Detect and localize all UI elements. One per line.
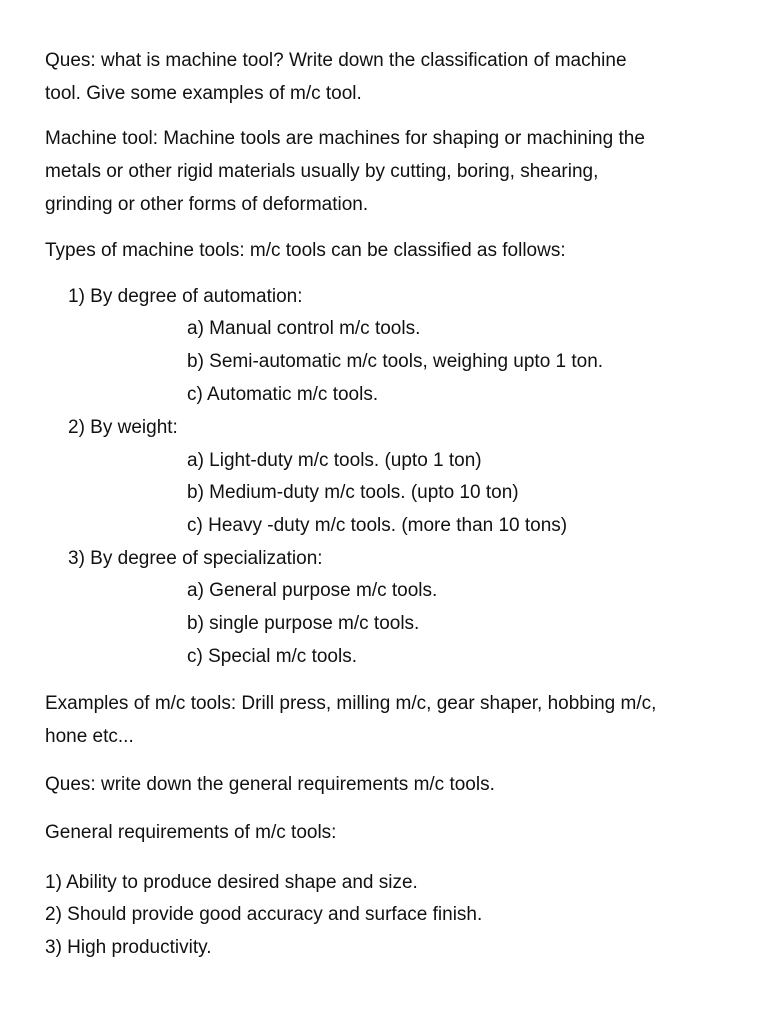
question-2: Ques: write down the general requirements m/c tools.: [45, 774, 495, 795]
definition-line-1: Machine tool: Machine tools are machines for shaping or machining the: [45, 128, 645, 149]
definition-line-3: grinding or other forms of deformation.: [45, 194, 369, 215]
examples-line-2: hone etc...: [45, 726, 134, 747]
classification-item: c) Heavy -duty m/c tools. (more than 10 tons): [187, 515, 568, 536]
types-intro: Types of machine tools: m/c tools can be classified as follows:: [45, 240, 566, 261]
classification-item: b) single purpose m/c tools.: [187, 613, 420, 634]
question-1-line-2: tool. Give some examples of m/c tool.: [45, 83, 362, 104]
classification-item: b) Semi-automatic m/c tools, weighing upto 1 ton.: [187, 351, 604, 372]
classification-item: c) Special m/c tools.: [187, 646, 357, 667]
classification-item: c) Automatic m/c tools.: [187, 384, 379, 405]
requirement-item: 1) Ability to produce desired shape and size.: [45, 872, 418, 893]
classification-heading-specialization: 3) By degree of specialization:: [68, 548, 323, 569]
classification-item: a) General purpose m/c tools.: [187, 580, 438, 601]
examples-line-1: Examples of m/c tools: Drill press, milling m/c, gear shaper, hobbing m/c,: [45, 693, 657, 714]
definition-line-2: metals or other rigid materials usually by cutting, boring, shearing,: [45, 161, 599, 182]
classification-heading-weight: 2) By weight:: [68, 417, 178, 438]
classification-item: b) Medium-duty m/c tools. (upto 10 ton): [187, 482, 519, 503]
classification-item: a) Light-duty m/c tools. (upto 1 ton): [187, 450, 482, 471]
requirement-item: 2) Should provide good accuracy and surface finish.: [45, 904, 483, 925]
requirement-item: 3) High productivity.: [45, 937, 212, 958]
requirements-heading: General requirements of m/c tools:: [45, 822, 337, 843]
classification-heading-automation: 1) By degree of automation:: [68, 286, 303, 307]
classification-item: a) Manual control m/c tools.: [187, 318, 421, 339]
question-1-line-1: Ques: what is machine tool? Write down the classification of machine: [45, 50, 627, 71]
